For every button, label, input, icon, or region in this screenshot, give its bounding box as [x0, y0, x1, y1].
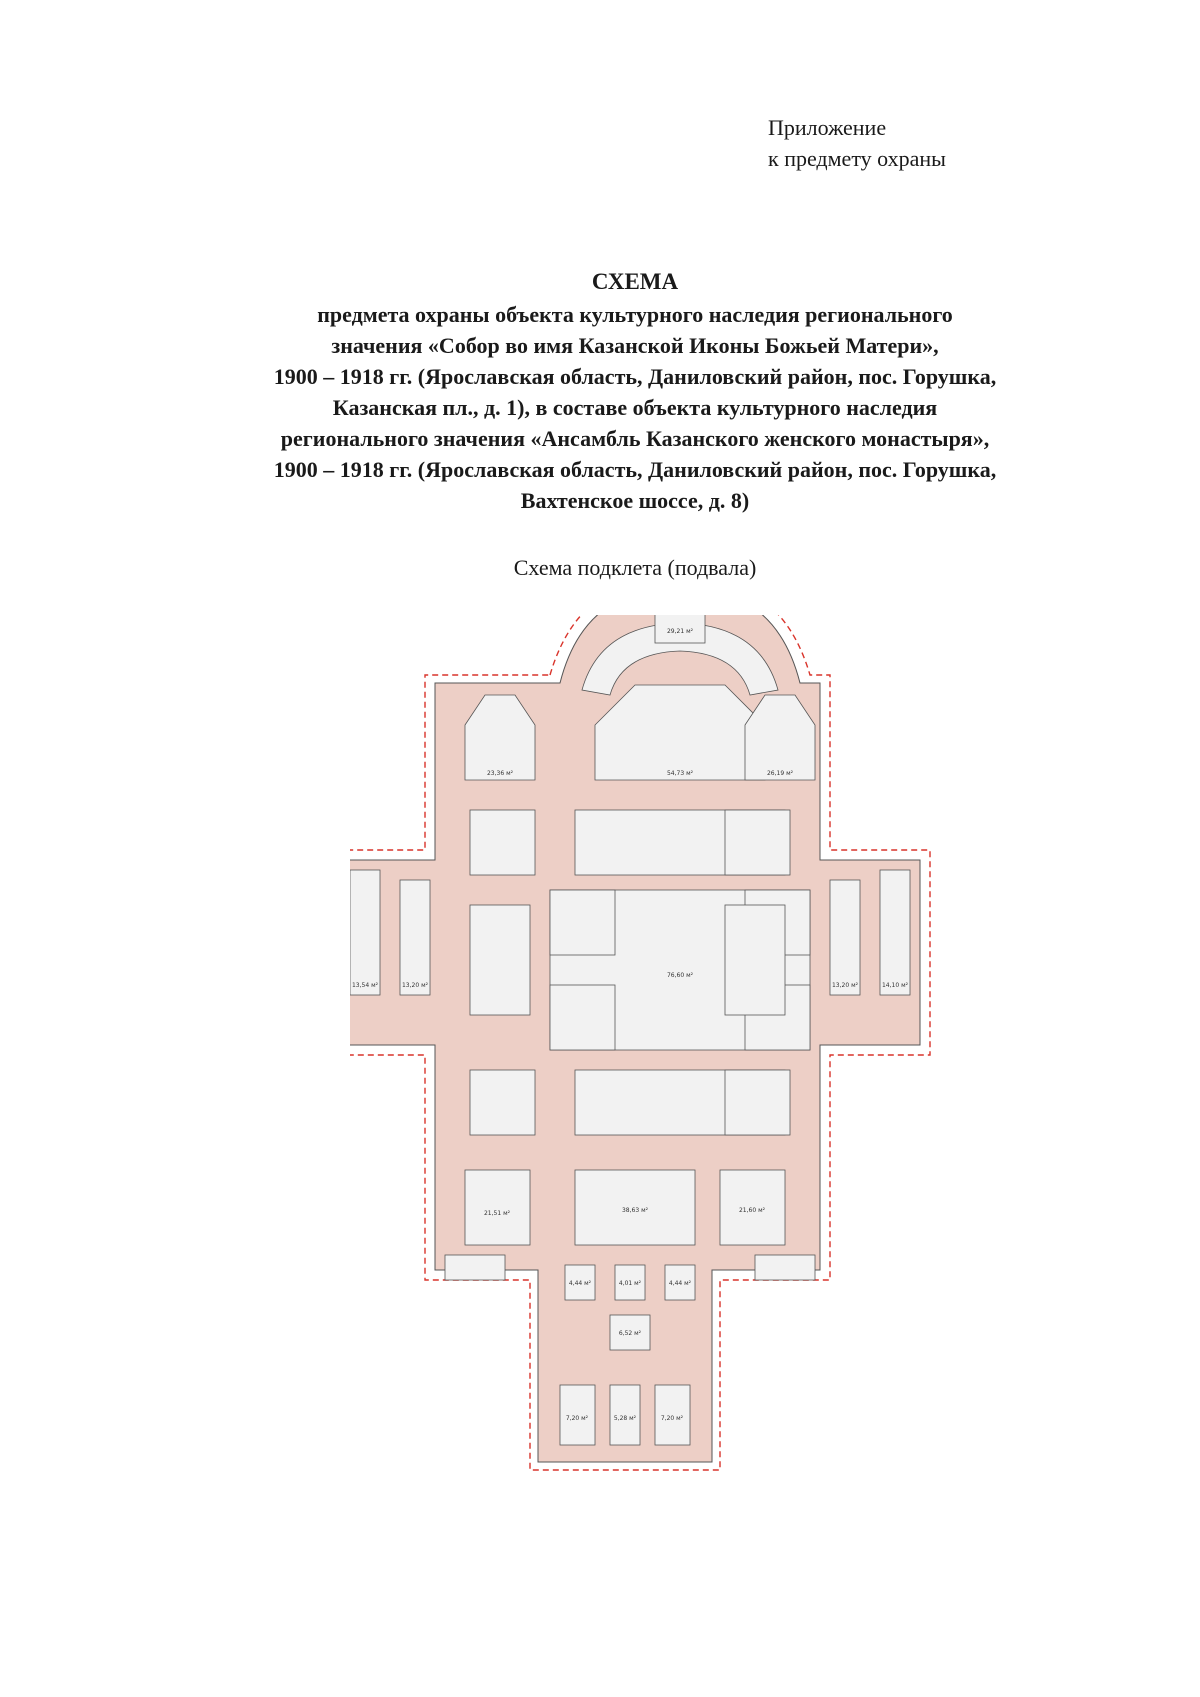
title-heading: СХЕМА: [591, 269, 679, 294]
area-label-lower-center: 38,63 м²: [621, 1207, 649, 1214]
area-label-south-apse: 26,19 м²: [766, 770, 794, 777]
bay-lower-left: [470, 1070, 535, 1135]
area-label-apse: 29,21 м²: [666, 628, 694, 635]
area-label-east-1: 13,20 м²: [831, 982, 859, 989]
area-label-small-3: 4,44 м²: [668, 1280, 692, 1287]
basement-floor-plan: [350, 615, 1010, 1675]
document-title: [180, 266, 1090, 516]
stairs-left: [445, 1255, 505, 1280]
title-line-3: 1900 – 1918 гг. (Ярославская область, Даниловский район, пос. Горушка,: [273, 364, 997, 389]
center-apse-room: [595, 685, 765, 780]
crossing-nw: [550, 890, 615, 955]
area-label-center: 76,60 м²: [666, 972, 694, 979]
area-label-bottom-1: 7,20 м²: [565, 1415, 589, 1422]
lower-left-room: [465, 1170, 530, 1245]
appendix-line-2: к предмету охраны: [768, 146, 946, 171]
bay-upper-right: [725, 810, 790, 875]
title-line-6: 1900 – 1918 гг. (Ярославская область, Даниловский район, пос. Горушка,: [273, 457, 997, 482]
title-line-7: Вахтенское шоссе, д. 8): [520, 488, 750, 513]
title-line-1: предмета охраны объекта культурного наследия регионального: [317, 302, 953, 327]
west-arm-room: [470, 905, 530, 1015]
east-room-2: [880, 870, 910, 995]
area-label-east-2: 14,10 м²: [881, 982, 909, 989]
area-label-lower-right: 21,60 м²: [738, 1207, 766, 1214]
area-label-west-2: 13,20 м²: [401, 982, 429, 989]
bay-lower-right: [725, 1070, 790, 1135]
west-room-2: [400, 880, 430, 995]
west-room-1: [350, 870, 380, 995]
title-line-2: значения «Собор во имя Казанской Иконы Божьей Матери»,: [331, 333, 939, 358]
area-label-bottom-3: 7,20 м²: [660, 1415, 684, 1422]
area-label-center-apse: 54,73 м²: [666, 770, 694, 777]
appendix-line-1: Приложение: [768, 115, 887, 140]
area-label-small-2: 4,01 м²: [618, 1280, 642, 1287]
area-label-west-1: 13,54 м²: [351, 982, 379, 989]
crossing-sw: [550, 985, 615, 1050]
area-label-small-4: 6,52 м²: [618, 1330, 642, 1337]
area-label-small-1: 4,44 м²: [568, 1280, 592, 1287]
bay-upper-left: [470, 810, 535, 875]
floor-plan-svg: [350, 615, 1010, 1675]
plan-subtitle: Схема подклета (подвала): [513, 555, 757, 580]
east-room-1: [830, 880, 860, 995]
title-line-4: Казанская пл., д. 1), в составе объекта культурного наследия: [332, 395, 938, 420]
area-label-north-apse: 23,36 м²: [486, 770, 514, 777]
area-label-lower-left: 21,51 м²: [483, 1210, 511, 1217]
area-label-bottom-2: 5,28 м²: [613, 1415, 637, 1422]
stairs-right: [755, 1255, 815, 1280]
appendix-note: [768, 112, 946, 174]
east-arm-room: [725, 905, 785, 1015]
title-line-5: регионального значения «Ансамбль Казанского женского монастыря»,: [280, 426, 990, 451]
